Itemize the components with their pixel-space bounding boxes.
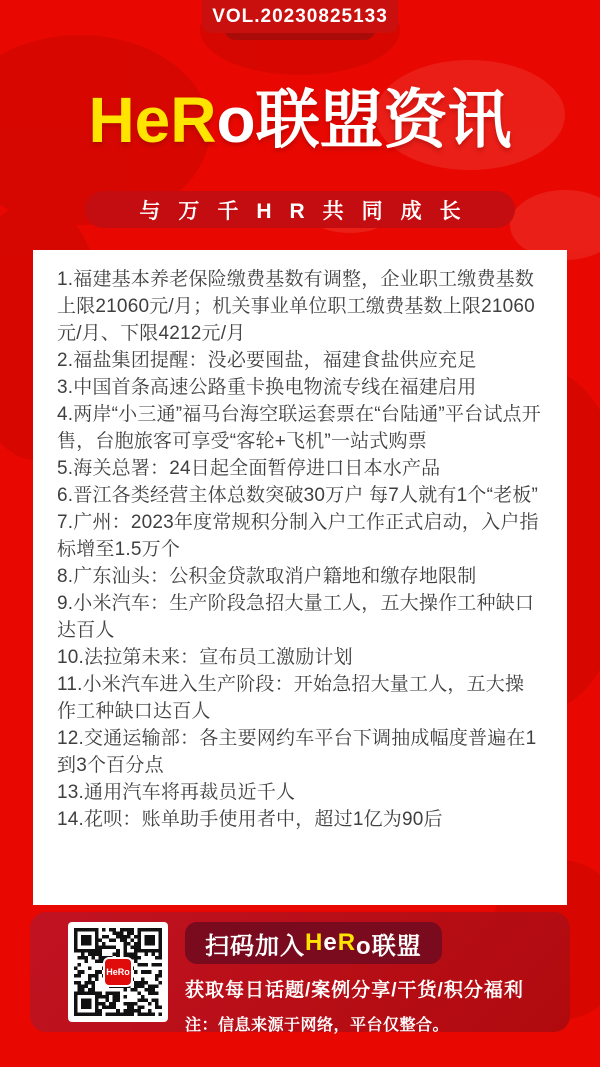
volume-text: VOL.20230825133 — [212, 5, 388, 27]
news-item: 7.广州：2023年度常规积分制入户工作正式启动，入户指标增至1.5万个 — [57, 512, 539, 560]
benefits-text: 获取每日话题/案例分享/干货/积分福利 — [185, 980, 524, 1001]
volume-badge — [0, 0, 600, 44]
news-item: 6.晋江各类经营主体总数突破30万户 每7人就有1个“老板” — [57, 485, 539, 506]
news-item: 13.通用汽车将再裁员近千人 — [57, 782, 296, 803]
page-title — [0, 70, 600, 170]
footer-panel — [30, 912, 570, 1032]
title-segment: 扫码加入 — [205, 932, 305, 960]
news-item: 3.中国首条高速公路重卡换电物流专线在福建启用 — [57, 377, 477, 398]
news-item: 5.海关总署：24日起全面暂停进口日本水产品 — [57, 458, 441, 479]
volume-badge-front — [202, 0, 398, 33]
hero-logo-text: HeRo — [106, 967, 130, 977]
hero-logo — [103, 957, 133, 987]
title-segment: HeR — [88, 84, 217, 156]
title-segment: 联盟资讯 — [255, 84, 512, 156]
news-item: 4.两岸“小三通”福马台海空联运套票在“台陆通”平台试点开售，台胞旅客可享受“客轮+飞机”一站式购票 — [57, 404, 541, 452]
news-item: 11.小米汽车进入生产阶段：开始急招大量工人，五大操作工种缺口达百人 — [57, 674, 525, 722]
news-item: 14.花呗：账单助手使用者中，超过1亿为90后 — [57, 809, 443, 830]
tagline-banner — [85, 191, 515, 228]
news-item: 1.福建基本养老保险缴费基数有调整，企业职工缴费基数上限21060元/月；机关事业单位职工缴费基数上限21060元/月、下限4212元/月 — [57, 269, 535, 344]
footer-content — [185, 922, 565, 1035]
title-segment: e — [323, 929, 338, 956]
title-segment: o — [216, 84, 256, 156]
qr-code — [68, 922, 168, 1022]
disclaimer-note: 注：信息来源于网络，平台仅整合。 — [185, 1017, 450, 1034]
title-segment: R — [337, 929, 357, 956]
news-item: 10.法拉第未来：宣布员工激励计划 — [57, 647, 353, 668]
news-item: 2.福盐集团提醒：没必要囤盐，福建食盐供应充足 — [57, 350, 477, 371]
news-item: 12.交通运输部：各主要网约车平台下调抽成幅度普遍在1到3个百分点 — [57, 728, 537, 776]
news-panel — [33, 250, 567, 905]
title-segment: H — [305, 929, 324, 956]
tagline-text: 与万千HR共同成长 — [139, 199, 479, 223]
news-item: 9.小米汽车：生产阶段急招大量工人，五大操作工种缺口达百人 — [57, 593, 535, 641]
title-segment: o联盟 — [356, 932, 422, 960]
join-banner — [185, 922, 442, 964]
news-list — [57, 266, 543, 833]
news-item: 8.广东汕头：公积金贷款取消户籍地和缴存地限制 — [57, 566, 477, 587]
